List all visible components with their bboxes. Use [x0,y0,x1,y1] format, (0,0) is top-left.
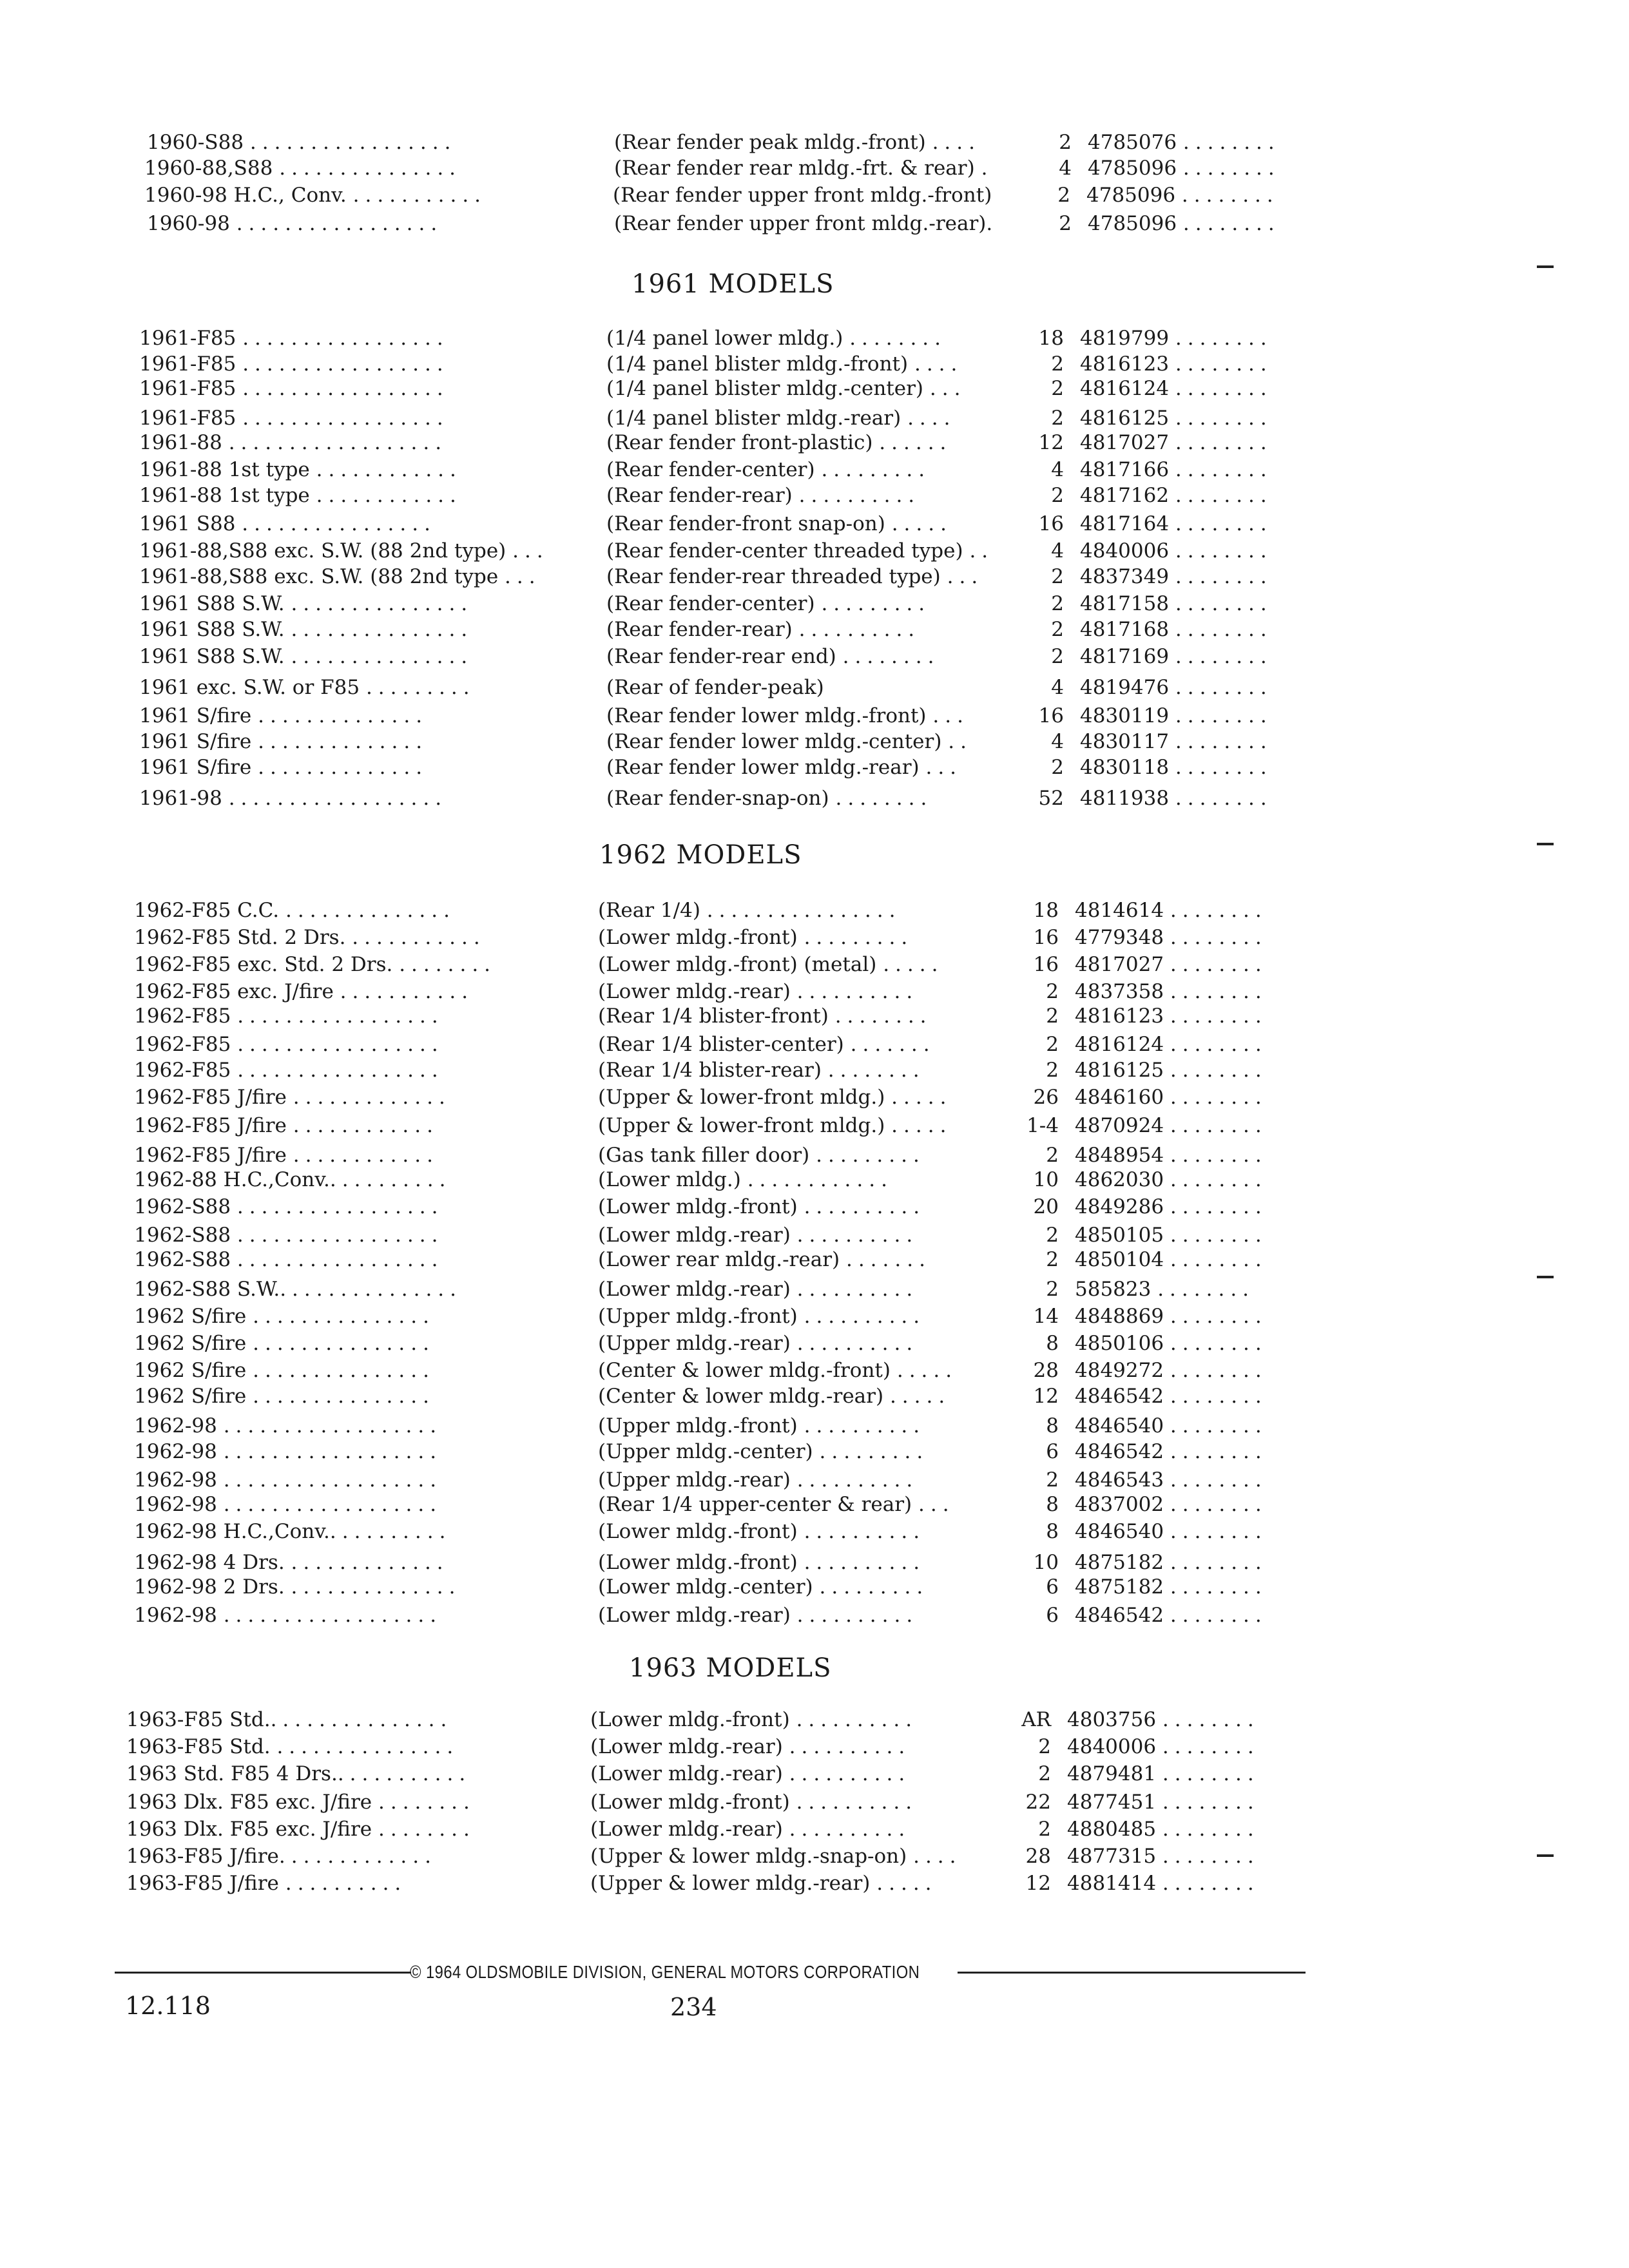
part-number-cell: 4840006 [1067,1735,1157,1758]
part-number-cell: 4785096 [1088,157,1177,180]
model-cell: 1960-88,S88 [144,157,273,180]
table-row: 1963-F85 J/fire............. (Upper & lower mldg.-snap-on) .... 28 4877315 ........ [126,1843,1629,1870]
quantity-cell: 2 [1051,756,1064,779]
description-cell: (Rear 1/4 blister-center) [598,1033,844,1056]
description-cell: (Lower mldg.-front) [598,926,798,949]
description-cell: (Rear fender front-plastic) [606,431,873,454]
part-number-cell: 4814614 [1075,899,1164,922]
page-number: 234 [670,1993,717,2021]
part-number-cell: 4819476 [1080,676,1170,699]
quantity-cell: 2 [1057,184,1070,207]
footer-rule-left [115,1972,411,1974]
model-cell: 1961 S88 S.W. [139,592,285,615]
part-number-cell: 4803756 [1067,1708,1157,1731]
quantity-cell: 16 [1038,704,1064,727]
table-row: 1961-88 1st type ............ (Rear fender-rear) .......... 2 4817162 ........ [139,482,1629,509]
quantity-cell: 6 [1046,1604,1059,1627]
quantity-cell: 52 [1038,787,1064,810]
model-cell: 1962-98 [134,1468,217,1492]
table-row: 1962-F85 Std. 2 Drs. ........... (Lower mldg.-front) ......... 16 4779348 ........ [134,924,1629,951]
model-cell: 1961 S88 S.W. [139,618,285,641]
quantity-cell: 8 [1046,1493,1059,1516]
description-cell: (Rear fender peak mldg.-front) [614,131,926,154]
part-number-cell: 4875182 [1075,1551,1164,1574]
description-cell: (Upper mldg.-center) [598,1440,813,1463]
model-cell: 1961-F85 [139,377,236,400]
part-number-cell: 4837349 [1080,565,1170,588]
model-cell: 1963-F85 J/fire [126,1845,279,1868]
description-cell: (Lower mldg.-front) [590,1791,790,1814]
model-cell: 1962-F85 [134,1059,231,1082]
table-row: 1961 S88 S.W. ............... (Rear fender-rear) .......... 2 4817168 ........ [139,616,1629,643]
table-row: 1962-F85 ................. (Rear 1/4 blister-front) ........ 2 4816123 ........ [134,1003,1629,1030]
model-cell: 1962-S88 S.W. [134,1278,280,1301]
model-cell: 1962 S/fire [134,1332,247,1355]
part-number-cell: 4846160 [1075,1086,1164,1109]
description-cell: (Lower mldg.-center) [598,1575,813,1599]
part-number-cell: 4846540 [1075,1414,1164,1437]
quantity-cell: 12 [1025,1872,1051,1895]
model-cell: 1962 S/fire [134,1385,247,1408]
description-cell: (Rear fender-snap-on) [606,787,829,810]
model-cell: 1962-F85 J/fire [134,1144,287,1167]
quantity-cell: 10 [1033,1168,1059,1191]
description-cell: (Lower mldg.-front) [590,1708,790,1731]
model-cell: 1962-98 4 Drs. [134,1551,285,1574]
description-cell: (Rear 1/4) [598,899,700,922]
part-number-cell: 4837002 [1075,1493,1164,1516]
quantity-cell: 2 [1038,1735,1051,1758]
table-row: 1962 S/fire ............... (Center & lower mldg.-front) ..... 28 4849272 ........ [134,1357,1629,1384]
quantity-cell: 18 [1033,899,1059,922]
table-row: 1962-98 .................. (Upper mldg.-front) .......... 8 4846540 ........ [134,1412,1629,1439]
description-cell: (Rear fender-rear) [606,618,793,641]
model-cell: 1961 S/fire [139,704,252,727]
part-number-cell: 4817027 [1075,953,1164,976]
part-number-cell: 4785076 [1088,131,1177,154]
part-number-cell: 4850104 [1075,1248,1164,1271]
quantity-cell: 8 [1046,1332,1059,1355]
table-row: 1961 S/fire .............. (Rear fender lower mldg.-front) ... 16 4830119 ........ [139,702,1629,729]
part-number-cell: 4880485 [1067,1818,1157,1841]
model-cell: 1962-F85 exc. J/fire [134,980,334,1003]
model-cell: 1963-F85 J/fire [126,1872,279,1895]
section-heading-1962: 1962 MODELS [599,840,802,870]
page-code: 12.118 [125,1992,211,2020]
part-number-cell: 4816125 [1075,1059,1164,1082]
model-cell: 1961-88 1st type [139,484,310,507]
model-cell: 1962-98 [134,1493,217,1516]
part-number-cell: 585823 [1075,1278,1152,1301]
model-cell: 1963 Std. F85 4 Drs. [126,1762,338,1785]
model-cell: 1962 S/fire [134,1359,247,1382]
quantity-cell: 2 [1051,407,1064,430]
quantity-cell: 8 [1046,1414,1059,1437]
model-cell: 1960-S88 [147,131,244,154]
quantity-cell: 2 [1059,212,1072,235]
description-cell: (Rear fender-center) [606,458,815,481]
description-cell: (Rear 1/4 upper-center & rear) [598,1493,912,1516]
description-cell: (Center & lower mldg.-front) [598,1359,891,1382]
table-row: 1962-S88 S.W................ (Lower mldg.-rear) .......... 2 585823 ........ [134,1276,1629,1303]
table-row: 1962-S88 ................. (Lower mldg.-front) .......... 20 4849286 ........ [134,1193,1629,1220]
part-number-cell: 4877315 [1067,1845,1157,1868]
description-cell: (Lower mldg.-front) [598,1520,798,1543]
model-cell: 1962-F85 [134,1004,231,1028]
part-number-cell: 4877451 [1067,1791,1157,1814]
description-cell: (Rear 1/4 blister-rear) [598,1059,822,1082]
part-number-cell: 4816124 [1080,377,1170,400]
quantity-cell: 28 [1025,1845,1051,1868]
quantity-cell: 2 [1051,645,1064,668]
quantity-cell: 2 [1051,565,1064,588]
part-number-cell: 4830117 [1080,730,1170,753]
model-cell: 1961-88,S88 exc. S.W. (88 2nd type [139,565,499,588]
description-cell: (Upper mldg.-front) [598,1414,798,1437]
model-cell: 1961 exc. S.W. or F85 [139,676,360,699]
table-row: 1961 exc. S.W. or F85 ......... (Rear of fender-peak) 4 4819476 ........ [139,674,1629,701]
part-number-cell: 4816123 [1080,352,1170,376]
table-row: 1961 S88 S.W. ............... (Rear fender-center) ......... 2 4817158 ........ [139,590,1629,617]
table-row: 1962-F85 ................. (Rear 1/4 blister-rear) ........ 2 4816125 ........ [134,1057,1629,1084]
description-cell: (Rear fender upper front mldg.-rear) [614,212,987,235]
section-heading-1963: 1963 MODELS [629,1653,832,1683]
description-cell: (Lower rear mldg.-rear) [598,1248,840,1271]
description-cell: (Lower mldg.-rear) [598,980,791,1003]
table-row: 1960-88,S88 ............... (Rear fender rear mldg.-frt. & rear) . 4 4785096 ........ [144,155,1629,182]
description-cell: (Rear fender-rear threaded type) [606,565,941,588]
description-cell: (Rear fender lower mldg.-rear) [606,756,920,779]
model-cell: 1961-88 1st type [139,458,310,481]
table-row: 1962-98 .................. (Upper mldg.-rear) .......... 2 4846543 ........ [134,1466,1629,1494]
quantity-cell: 16 [1033,953,1059,976]
quantity-cell: 2 [1051,618,1064,641]
part-number-cell: 4870924 [1075,1114,1164,1137]
quantity-cell: 2 [1046,1224,1059,1247]
table-row: 1962 S/fire ............... (Upper mldg.-front) .......... 14 4848869 ........ [134,1303,1629,1330]
table-row: 1961 S88 S.W. ............... (Rear fender-rear end) ........ 2 4817169 ........ [139,643,1629,670]
model-cell: 1961-88,S88 exc. S.W. (88 2nd type) [139,539,506,562]
table-row: 1963 Std. F85 4 Drs............ (Lower mldg.-rear) .......... 2 4879481 ........ [126,1760,1629,1787]
table-row: 1962-S88 ................. (Lower rear mldg.-rear) ....... 2 4850104 ........ [134,1246,1629,1273]
part-number-cell: 4850106 [1075,1332,1164,1355]
model-cell: 1963 Dlx. F85 exc. J/fire [126,1818,372,1841]
table-row: 1961-F85 ................. (1/4 panel lower mldg.) ........ 18 4819799 ........ [139,325,1629,352]
part-number-cell: 4849272 [1075,1359,1164,1382]
part-number-cell: 4817168 [1080,618,1170,641]
model-cell: 1963-F85 Std. [126,1708,271,1731]
table-row: 1962-98 H.C.,Conv........... (Lower mldg.-front) .......... 8 4846540 ........ [134,1518,1629,1545]
description-cell: (Upper & lower mldg.-rear) [590,1872,871,1895]
table-row: 1962-98 .................. (Upper mldg.-center) ......... 6 4846542 ........ [134,1438,1629,1465]
quantity-cell: AR [1021,1708,1051,1731]
quantity-cell: 12 [1038,431,1064,454]
description-cell: (Upper mldg.-rear) [598,1332,791,1355]
model-cell: 1962 S/fire [134,1305,247,1328]
model-cell: 1961-F85 [139,407,236,430]
description-cell: (1/4 panel lower mldg.) [606,327,843,350]
table-row: 1962-98 2 Drs. .............. (Lower mldg.-center) ......... 6 4875182 ........ [134,1573,1629,1600]
description-cell: (Lower mldg.-front) (metal) [598,953,877,976]
model-cell: 1961-F85 [139,327,236,350]
description-cell: (Upper & lower-front mldg.) [598,1086,885,1109]
quantity-cell: 20 [1033,1195,1059,1218]
description-cell: (Rear fender-rear end) [606,645,836,668]
model-cell: 1962-S88 [134,1195,231,1218]
quantity-cell: 2 [1046,1144,1059,1167]
part-number-cell: 4881414 [1067,1872,1157,1895]
description-cell: (Rear fender-front snap-on) [606,512,885,535]
quantity-cell: 8 [1046,1520,1059,1543]
table-row: 1962-F85 J/fire ............ (Upper & lower-front mldg.) ..... 1-4 4870924 ........ [134,1112,1629,1139]
description-cell: (Lower mldg.-rear) [590,1818,783,1841]
table-row: 1961-F85 ................. (1/4 panel blister mldg.-front) .... 2 4816123 ........ [139,351,1629,378]
quantity-cell: 2 [1051,484,1064,507]
description-cell: (Lower mldg.) [598,1168,741,1191]
part-number-cell: 4785096 [1086,184,1176,207]
part-number-cell: 4817164 [1080,512,1170,535]
quantity-cell: 12 [1033,1385,1059,1408]
model-cell: 1962-F85 J/fire [134,1086,287,1109]
description-cell: (Upper mldg.-rear) [598,1468,791,1492]
model-cell: 1962-98 H.C.,Conv. [134,1520,330,1543]
description-cell: (Rear fender lower mldg.-front) [606,704,927,727]
footer-rule-right [958,1972,1306,1974]
model-cell: 1962-F85 J/fire [134,1114,287,1137]
quantity-cell: 2 [1059,131,1072,154]
quantity-cell: 4 [1059,157,1072,180]
quantity-cell: 2 [1038,1818,1051,1841]
part-number-cell: 4849286 [1075,1195,1164,1218]
description-cell: (Center & lower mldg.-rear) [598,1385,884,1408]
section-heading-1961: 1961 MODELS [631,269,834,299]
description-cell: (1/4 panel blister mldg.-center) [606,377,924,400]
description-cell: (Upper & lower mldg.-snap-on) [590,1845,907,1868]
part-number-cell: 4830118 [1080,756,1170,779]
part-number-cell: 4837358 [1075,980,1164,1003]
part-number-cell: 4875182 [1075,1575,1164,1599]
description-cell: (Rear fender upper front mldg.-front) [613,184,992,207]
margin-tick-mark [1537,265,1554,268]
part-number-cell: 4846542 [1075,1604,1164,1627]
quantity-cell: 4 [1051,730,1064,753]
part-number-cell: 4846542 [1075,1385,1164,1408]
table-row: 1961-88 1st type ............ (Rear fender-center) ......... 4 4817166 ........ [139,456,1629,483]
part-number-cell: 4848954 [1075,1144,1164,1167]
description-cell: (Rear 1/4 blister-front) [598,1004,829,1028]
description-cell: (Lower mldg.-front) [598,1551,798,1574]
part-number-cell: 4846543 [1075,1468,1164,1492]
model-cell: 1961 S88 S.W. [139,645,285,668]
part-number-cell: 4817162 [1080,484,1170,507]
table-row: 1962 S/fire ............... (Upper mldg.-rear) .......... 8 4850106 ........ [134,1330,1629,1357]
model-cell: 1961 S88 [139,512,236,535]
part-number-cell: 4846542 [1075,1440,1164,1463]
part-number-cell: 4779348 [1075,926,1164,949]
quantity-cell: 6 [1046,1575,1059,1599]
part-number-cell: 4840006 [1080,539,1170,562]
model-cell: 1961-F85 [139,352,236,376]
description-cell: (Lower mldg.-front) [598,1195,798,1218]
quantity-cell: 16 [1038,512,1064,535]
part-number-cell: 4862030 [1075,1168,1164,1191]
part-number-cell: 4846540 [1075,1520,1164,1543]
quantity-cell: 6 [1046,1440,1059,1463]
quantity-cell: 2 [1046,1248,1059,1271]
description-cell: (1/4 panel blister mldg.-front) [606,352,909,376]
part-number-cell: 4816124 [1075,1033,1164,1056]
model-cell: 1962-98 [134,1414,217,1437]
table-row: 1961-F85 ................. (1/4 panel blister mldg.-center) ... 2 4816124 ........ [139,375,1629,402]
table-row: 1961-F85 ................. (1/4 panel blister mldg.-rear) .... 2 4816125 ........ [139,405,1629,432]
quantity-cell: 18 [1038,327,1064,350]
table-row: 1961-88 .................. (Rear fender front-plastic) ...... 12 4817027 ........ [139,429,1629,456]
margin-tick-mark [1537,1276,1554,1278]
quantity-cell: 2 [1046,1468,1059,1492]
quantity-cell: 2 [1046,1278,1059,1301]
part-number-cell: 4817169 [1080,645,1170,668]
quantity-cell: 26 [1033,1086,1059,1109]
table-row: 1961-98 .................. (Rear fender-snap-on) ........ 52 4811938 ........ [139,785,1629,812]
model-cell: 1961-88 [139,431,222,454]
model-cell: 1962-F85 C.C. [134,899,280,922]
table-row: 1962-98 .................. (Rear 1/4 upper-center & rear) ... 8 4837002 ........ [134,1491,1629,1518]
quantity-cell: 28 [1033,1359,1059,1382]
table-row: 1961 S88 ................ (Rear fender-front snap-on) ..... 16 4817164 ........ [139,510,1629,537]
part-number-cell: 4816125 [1080,407,1170,430]
quantity-cell: 2 [1046,980,1059,1003]
model-cell: 1963-F85 Std. [126,1735,271,1758]
table-row: 1962-98 .................. (Lower mldg.-rear) .......... 6 4846542 ........ [134,1602,1629,1629]
quantity-cell: 2 [1046,1004,1059,1028]
table-row: 1962-F85 C.C. .............. (Rear 1/4) ................ 18 4814614 ........ [134,897,1629,924]
table-row: 1962-F85 J/fire ............. (Upper & lower-front mldg.) ..... 26 4846160 ........ [134,1084,1629,1111]
model-cell: 1962-98 [134,1604,217,1627]
model-cell: 1962-S88 [134,1224,231,1247]
table-row: 1963 Dlx. F85 exc. J/fire ........ (Lower mldg.-front) .......... 22 4877451 ........ [126,1789,1629,1816]
table-row: 1962-F85 ................. (Rear 1/4 blister-center) ....... 2 4816124 ........ [134,1031,1629,1058]
part-number-cell: 4848869 [1075,1305,1164,1328]
part-number-cell: 4830119 [1080,704,1170,727]
margin-tick-mark [1537,843,1554,845]
model-cell: 1963 Dlx. F85 exc. J/fire [126,1791,372,1814]
model-cell: 1961-98 [139,787,222,810]
model-cell: 1962-88 H.C.,Conv. [134,1168,330,1191]
part-number-cell: 4879481 [1067,1762,1157,1785]
quantity-cell: 16 [1033,926,1059,949]
description-cell: (1/4 panel blister mldg.-rear) [606,407,901,430]
model-cell: 1960-98 [147,212,230,235]
model-cell: 1961 S/fire [139,730,252,753]
table-row: 1960-98 ................. (Rear fender upper front mldg.-rear). 2 4785096 ........ [147,210,1629,237]
quantity-cell: 2 [1038,1762,1051,1785]
description-cell: (Rear fender-center threaded type) [606,539,963,562]
description-cell: (Upper mldg.-front) [598,1305,798,1328]
description-cell: (Gas tank filler door) [598,1144,810,1167]
model-cell: 1962-S88 [134,1248,231,1271]
description-cell: (Rear fender-rear) [606,484,793,507]
table-row: 1962-F85 exc. Std. 2 Drs. ........ (Lower mldg.-front) (metal) ..... 16 4817027 ........ [134,951,1629,978]
description-cell: (Rear fender lower mldg.-center) [606,730,942,753]
part-number-cell: 4817166 [1080,458,1170,481]
description-cell: (Lower mldg.-rear) [590,1735,783,1758]
description-cell: (Upper & lower-front mldg.) [598,1114,885,1137]
model-cell: 1960-98 H.C., Conv. [144,184,347,207]
table-row: 1963 Dlx. F85 exc. J/fire ........ (Lower mldg.-rear) .......... 2 4880485 ........ [126,1816,1629,1843]
quantity-cell: 22 [1025,1791,1051,1814]
model-cell: 1961 S/fire [139,756,252,779]
quantity-cell: 10 [1033,1551,1059,1574]
table-row: 1960-S88 ................. (Rear fender peak mldg.-front) .... 2 4785076 ........ [147,129,1629,156]
model-cell: 1962-F85 [134,1033,231,1056]
model-cell: 1962-98 2 Drs. [134,1575,285,1599]
part-number-cell: 4817027 [1080,431,1170,454]
table-row: 1963-F85 Std. ............... (Lower mldg.-rear) .......... 2 4840006 ........ [126,1733,1629,1760]
description-cell: (Rear fender-center) [606,592,815,615]
part-number-cell: 4850105 [1075,1224,1164,1247]
description-cell: (Lower mldg.-rear) [598,1604,791,1627]
table-row: 1962-F85 J/fire ............ (Gas tank filler door) ......... 2 4848954 ........ [134,1142,1629,1169]
quantity-cell: 2 [1046,1033,1059,1056]
quantity-cell: 1-4 [1027,1114,1059,1137]
table-row: 1962 S/fire ............... (Center & lower mldg.-rear) ..... 12 4846542 ........ [134,1383,1629,1410]
copyright-notice: © 1964 OLDSMOBILE DIVISION, GENERAL MOTORS CORPORATION [410,1962,920,1982]
part-number-cell: 4811938 [1080,787,1170,810]
table-row: 1963-F85 Std................ (Lower mldg.-front) .......... AR 4803756 ........ [126,1706,1629,1733]
quantity-cell: 2 [1051,377,1064,400]
part-number-cell: 4785096 [1088,212,1177,235]
table-row: 1962-98 4 Drs. ............. (Lower mldg.-front) .......... 10 4875182 ........ [134,1549,1629,1576]
part-number-cell: 4817158 [1080,592,1170,615]
model-cell: 1962-98 [134,1440,217,1463]
table-row: 1961-88,S88 exc. S.W. (88 2nd type ... (Rear fender-rear threaded type) ... 2 4837349 ........ [139,563,1629,590]
description-cell: (Lower mldg.-rear) [590,1762,783,1785]
quantity-cell: 2 [1046,1059,1059,1082]
quantity-cell: 4 [1051,676,1064,699]
table-row: 1962-S88 ................. (Lower mldg.-rear) .......... 2 4850105 ........ [134,1222,1629,1249]
table-row: 1962-F85 exc. J/fire ........... (Lower mldg.-rear) .......... 2 4837358 ........ [134,978,1629,1005]
quantity-cell: 14 [1033,1305,1059,1328]
table-row: 1962-88 H.C.,Conv........... (Lower mldg.) ............ 10 4862030 ........ [134,1166,1629,1193]
margin-tick-mark [1537,1854,1554,1857]
description-cell: (Lower mldg.-rear) [598,1224,791,1247]
table-row: 1963-F85 J/fire .......... (Upper & lower mldg.-rear) ..... 12 4881414 ........ [126,1870,1629,1897]
table-row: 1961 S/fire .............. (Rear fender lower mldg.-center) .. 4 4830117 ........ [139,728,1629,755]
model-cell: 1962-F85 Std. 2 Drs. [134,926,346,949]
description-cell: (Rear fender rear mldg.-frt. & rear) [614,157,975,180]
description-cell: (Rear of fender-peak) [606,676,824,699]
quantity-cell: 2 [1051,352,1064,376]
quantity-cell: 2 [1051,592,1064,615]
part-number-cell: 4816123 [1075,1004,1164,1028]
quantity-cell: 4 [1051,539,1064,562]
table-row: 1961-88,S88 exc. S.W. (88 2nd type) ... (Rear fender-center threaded type) .. 4 4840006 ........ [139,537,1629,564]
table-row: 1960-98 H.C., Conv. ........... (Rear fender upper front mldg.-front) 2 4785096 ........ [144,182,1629,209]
description-cell: (Lower mldg.-rear) [598,1278,791,1301]
model-cell: 1962-F85 exc. Std. 2 Drs. [134,953,393,976]
table-row: 1961 S/fire .............. (Rear fender lower mldg.-rear) ... 2 4830118 ........ [139,754,1629,781]
quantity-cell: 4 [1051,458,1064,481]
part-number-cell: 4819799 [1080,327,1170,350]
